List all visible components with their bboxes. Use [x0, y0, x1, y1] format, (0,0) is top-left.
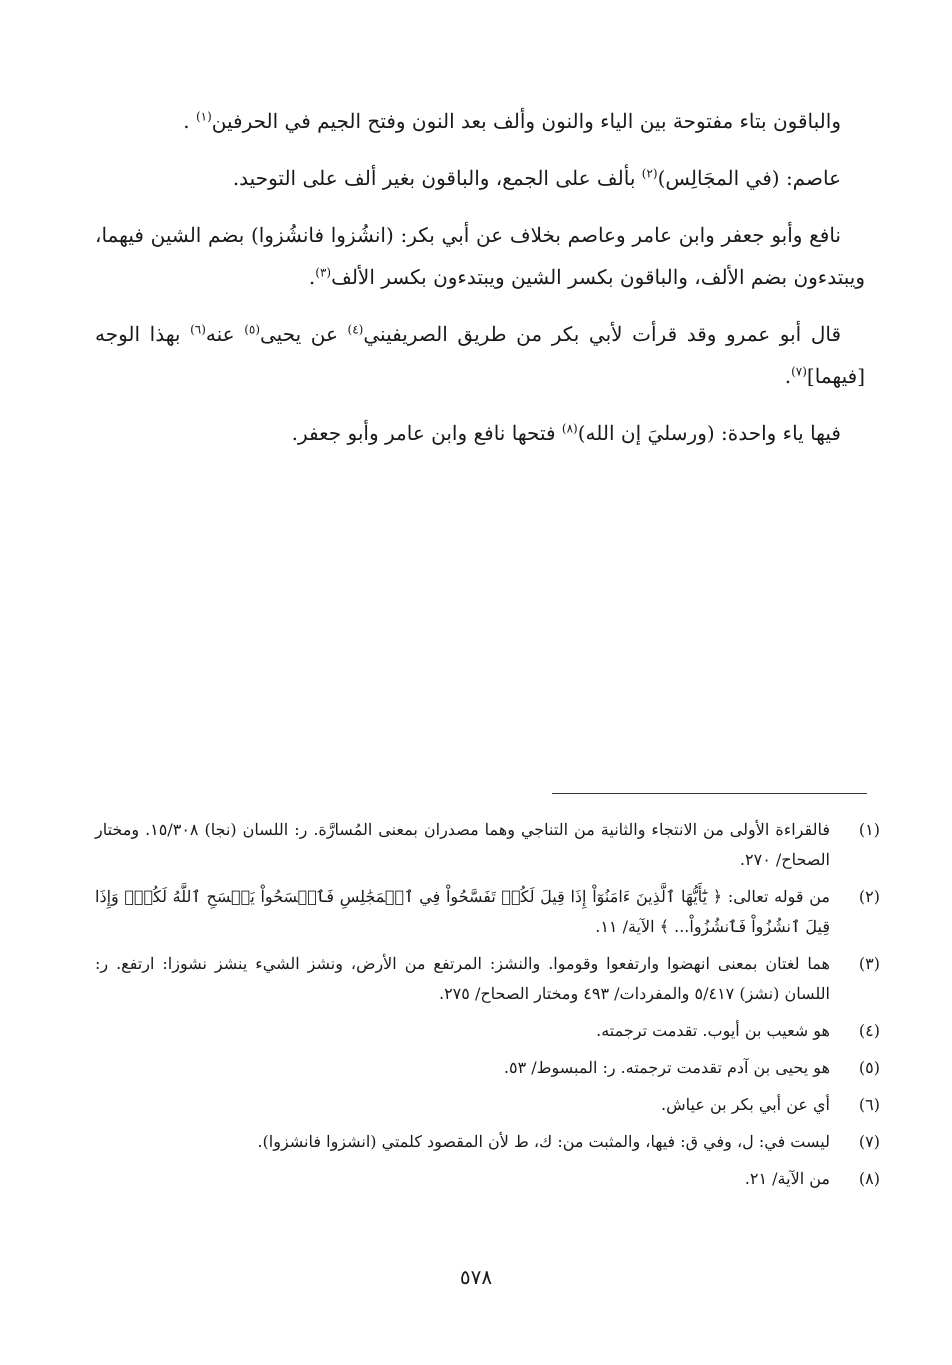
footnote-number: (٦) — [858, 1095, 880, 1114]
footnote-item — [95, 815, 880, 875]
paragraph-4-text-b: عن يحيى — [260, 322, 348, 346]
footnote-number: (٥) — [858, 1058, 880, 1077]
footnote-item — [95, 1090, 880, 1120]
footnote-ref-2: (٢) — [641, 166, 658, 181]
footnote-number: (٧) — [858, 1132, 880, 1151]
footnote-text: هما لغتان بمعنى انهضوا وارتفعوا وقوموا. والنشز: المرتفع من الأرض، ونشز الشيء ينشز نشوزا: ارتفع. ر: اللسان (نشز) ٥/٤١٧ والمفردات/ ٤٩٣ ومختار الصحاح/ ٢٧٥. — [95, 954, 830, 1003]
paragraph-1 — [95, 100, 865, 142]
footnote-ref-4: (٤) — [347, 322, 364, 337]
footnote-text: هو شعيب بن أيوب. تقدمت ترجمته. — [596, 1021, 830, 1040]
paragraph-2-text-b: بألف على الجمع، والباقون بغير ألف على التوحيد. — [232, 166, 642, 190]
paragraph-1-text: والباقون بتاء مفتوحة بين الياء والنون وألف بعد النون وفتح الجيم في الحرفين — [211, 109, 841, 133]
paragraph-5 — [95, 412, 865, 454]
paragraph-4-text-c: عنه — [205, 322, 245, 346]
footnote-item — [95, 1127, 880, 1157]
paragraph-1-end: . — [183, 109, 196, 133]
paragraph-2 — [95, 157, 865, 199]
footnote-number: (٤) — [858, 1021, 880, 1040]
footnote-text: فالقراءة الأولى من الانتجاء والثانية من التناجي وهما مصدران بمعنى المُسارَّة. ر: اللسان (نجا) ١٥/٣٠٨. ومختار الصحاح/ ٢٧٠. — [95, 820, 830, 869]
footnote-item — [95, 1164, 880, 1194]
paragraph-5-text-a: فيها ياء واحدة: (ورسليَ إن الله) — [577, 421, 841, 445]
page-number: ٥٧٨ — [459, 1265, 493, 1289]
paragraph-2-text-a: عاصم: (في المجَالِس) — [657, 166, 841, 190]
footnote-number: (٨) — [858, 1169, 880, 1188]
footnote-ref-6: (٦) — [190, 322, 206, 337]
paragraph-4-text-d: بهذا الوجه [فيهما] — [95, 322, 865, 388]
paragraph-4-text-a: قال أبو عمرو وقد قرأت لأبي بكر من طريق الصريفيني — [363, 322, 842, 346]
paragraph-3-text: نافع وأبو جعفر وابن عامر وعاصم بخلاف عن أبي بكر: (انشُزوا فانشُزوا) بضم الشين فيهما، ويبتدءون بضم الألف، والباقون بكسر الشين ويبتدءون بكسر الألف — [95, 223, 865, 289]
footnote-divider — [552, 793, 867, 794]
footnote-text: أي عن أبي بكر بن عياش. — [661, 1095, 830, 1114]
footnote-item — [95, 1016, 880, 1046]
footnote-number: (٢) — [858, 887, 880, 906]
footnote-item — [95, 949, 880, 1009]
footnotes — [95, 815, 880, 1201]
paragraph-5-text-b: فتحها نافع وابن عامر وأبو جعفر. — [291, 421, 562, 445]
footnote-ref-7: (٧) — [791, 364, 807, 379]
paragraph-4-end: . — [784, 364, 792, 388]
footnote-ref-1: (١) — [195, 109, 212, 124]
footnote-ref-3: (٣) — [315, 265, 332, 280]
footnote-text: من الآية/ ٢١. — [744, 1169, 830, 1188]
footnote-item — [95, 882, 880, 942]
paragraph-3-end: . — [308, 265, 316, 289]
footnote-text: هو يحيى بن آدم تقدمت ترجمته. ر: المبسوط/ ٥٣. — [503, 1058, 830, 1077]
footnote-ref-5: (٥) — [244, 322, 261, 337]
footnote-item — [95, 1053, 880, 1083]
main-text — [95, 100, 865, 469]
paragraph-3 — [95, 214, 865, 298]
footnote-text: ليست في: ل، وفي ق: فيها، والمثبت من: ك، ط لأن المقصود كلمتي (انشزوا فانشزوا). — [257, 1132, 830, 1151]
footnote-text: من قوله تعالى: ﴿ يَٰٓأَيُّهَا ٱلَّذِينَ ءَامَنُوٓاْ إِذَا قِيلَ لَكُمۡ تَفَسَّحُواْ فِي ٱلۡمَجَٰلِسِ فَٱفۡسَحُواْ يَفۡسَحِ ٱللَّهُ لَكُمۡۖ وَإِذَا قِيلَ ٱنشُزُواْ فَٱنشُزُواْ... ﴾ الآية/ ١١. — [95, 887, 831, 936]
footnote-number: (٣) — [858, 954, 880, 973]
footnote-ref-8: (٨) — [561, 421, 578, 436]
paragraph-4 — [95, 313, 865, 397]
footnote-number: (١) — [858, 820, 880, 839]
